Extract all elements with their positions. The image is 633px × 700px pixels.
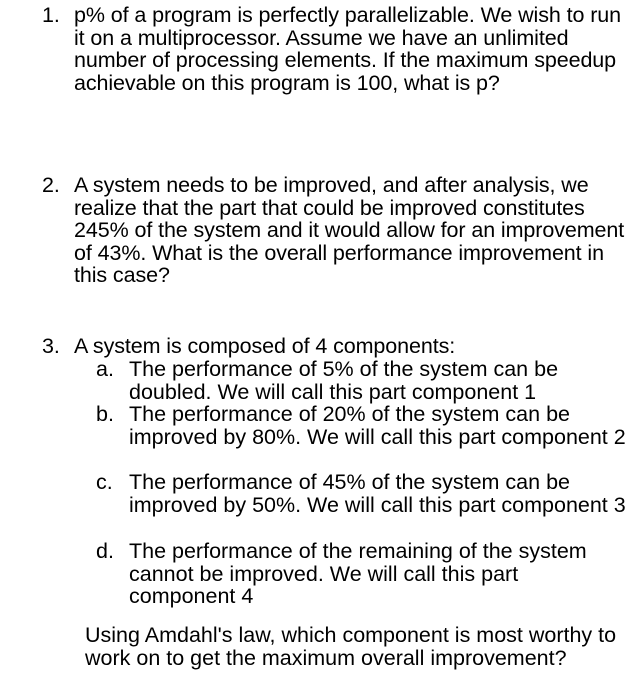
part-a-text: The performance of 5% of the system can be doubled. We will call this part component 1 — [129, 357, 559, 404]
question-3-number: 3. — [42, 334, 60, 358]
question-3-part-c — [96, 471, 626, 516]
part-b-text: The performance of 20% of the system can be improved by 80%. We will call this part component 2 — [129, 402, 626, 449]
question-2-number: 2. — [42, 173, 60, 197]
question-1-number: 1. — [42, 3, 60, 27]
question-1-text: p% of a program is perfectly parallelizable. We wish to run it on a multiprocessor. Assume we have an unlimited number of processing elements. If the maximum speedup achievable on this program is 100, what is p? — [74, 3, 621, 95]
question-3-part-b — [96, 403, 626, 448]
part-c-letter: c. — [96, 470, 113, 494]
part-d-letter: d. — [96, 539, 114, 563]
question-3-part-d — [96, 540, 626, 608]
question-1 — [42, 4, 627, 94]
question-3 — [42, 335, 627, 358]
question-3-text: A system is composed of 4 components: — [74, 334, 456, 358]
question-2 — [42, 174, 627, 287]
part-c-text: The performance of 45% of the system can be improved by 50%. We will call this part component 3 — [129, 470, 626, 517]
question-3-part-a — [96, 358, 626, 403]
part-a-letter: a. — [96, 357, 114, 381]
question-2-text: A system needs to be improved, and after analysis, we realize that the part that could be improved constitutes 245% of the system and it would allow for an improvement of 43%. What is the overall performance improvement in this case? — [74, 173, 625, 287]
part-b-letter: b. — [96, 402, 114, 426]
part-d-text: The performance of the remaining of the system cannot be improved. We will call this part component 4 — [129, 539, 587, 608]
question-3-closing: Using Amdahl's law, which component is most worthy to work on to get the maximum overall improvement? — [85, 623, 617, 670]
